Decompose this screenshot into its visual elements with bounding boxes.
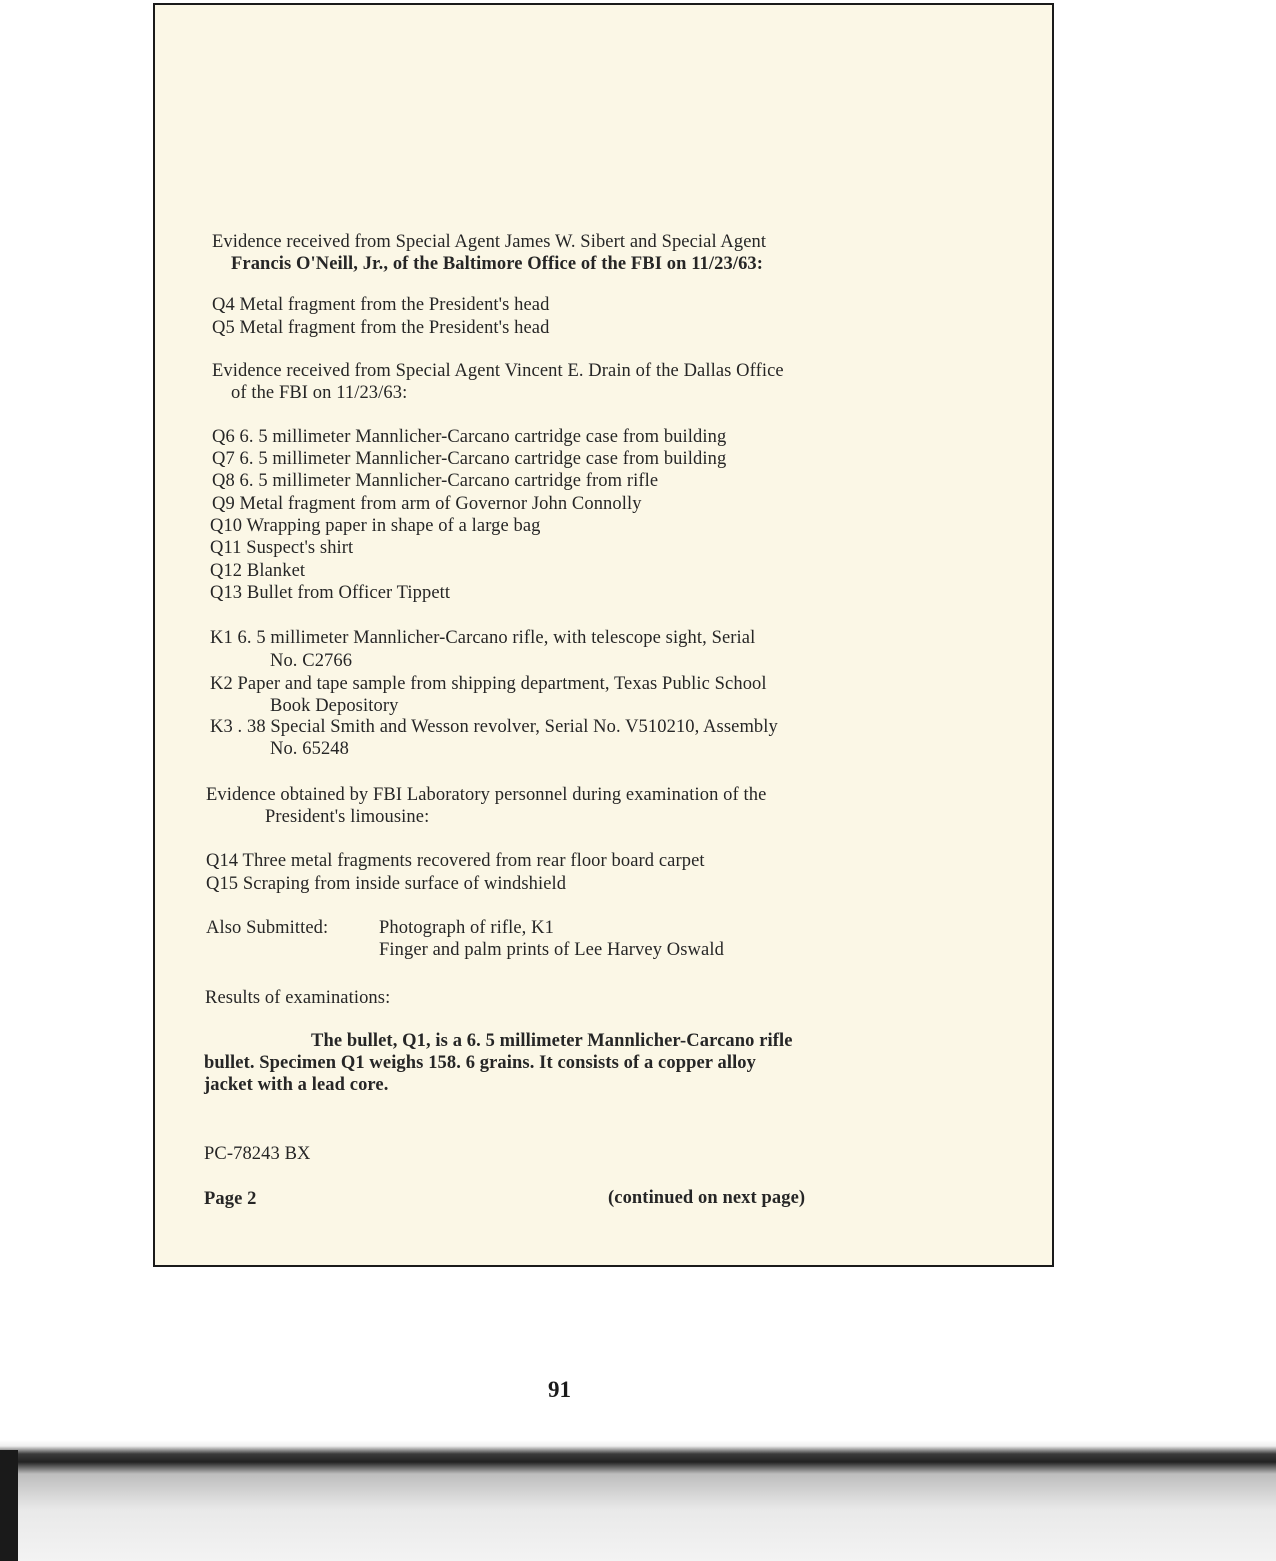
evidence-item-q5: Q5 Metal fragment from the President's head bbox=[212, 318, 550, 338]
evidence-heading-2-line-1: Evidence received from Special Agent Vincent E. Drain of the Dallas Office bbox=[212, 361, 784, 381]
book-edge-shadow-left bbox=[0, 1450, 18, 1561]
also-submitted-item-1: Photograph of rifle, K1 bbox=[379, 918, 554, 938]
continued-note: (continued on next page) bbox=[608, 1188, 806, 1208]
evidence-heading-3-line-2: President's limousine: bbox=[265, 807, 430, 827]
page-label: Page 2 bbox=[204, 1189, 257, 1209]
evidence-item-k2-line-2: Book Depository bbox=[270, 696, 399, 716]
evidence-heading-2-line-2: of the FBI on 11/23/63: bbox=[231, 383, 408, 403]
evidence-heading-1-line-1: Evidence received from Special Agent James W. Sibert and Special Agent bbox=[212, 232, 767, 252]
evidence-item-q9: Q9 Metal fragment from arm of Governor John Connolly bbox=[212, 494, 642, 514]
evidence-item-k1-line-2: No. C2766 bbox=[270, 651, 353, 671]
evidence-item-k2-line-1: K2 Paper and tape sample from shipping department, Texas Public School bbox=[210, 674, 767, 694]
evidence-item-q10: Q10 Wrapping paper in shape of a large bag bbox=[210, 516, 541, 536]
also-submitted-label: Also Submitted: bbox=[206, 918, 329, 938]
evidence-item-q11: Q11 Suspect's shirt bbox=[210, 538, 354, 558]
evidence-item-q15: Q15 Scraping from inside surface of windshield bbox=[206, 874, 567, 894]
also-submitted-item-2: Finger and palm prints of Lee Harvey Oswald bbox=[379, 940, 724, 960]
results-heading: Results of examinations: bbox=[205, 988, 391, 1008]
evidence-heading-3-line-1: Evidence obtained by FBI Laboratory personnel during examination of the bbox=[206, 785, 767, 805]
results-paragraph-line-3: jacket with a lead core. bbox=[204, 1075, 389, 1095]
evidence-item-q12: Q12 Blanket bbox=[210, 561, 306, 581]
evidence-heading-1-line-2: Francis O'Neill, Jr., of the Baltimore Office of the FBI on 11/23/63: bbox=[231, 254, 764, 274]
evidence-item-q4: Q4 Metal fragment from the President's head bbox=[212, 295, 550, 315]
evidence-item-k3-line-1: K3 . 38 Special Smith and Wesson revolver, Serial No. V510210, Assembly bbox=[210, 717, 778, 737]
evidence-item-k3-line-2: No. 65248 bbox=[270, 739, 350, 759]
evidence-item-q8: Q8 6. 5 millimeter Mannlicher-Carcano cartridge from rifle bbox=[212, 471, 659, 491]
book-edge-shadow bbox=[0, 1440, 1276, 1561]
results-paragraph-line-2: bullet. Specimen Q1 weighs 158. 6 grains. It consists of a copper alloy bbox=[204, 1053, 757, 1073]
evidence-item-q14: Q14 Three metal fragments recovered from rear floor board carpet bbox=[206, 851, 705, 871]
file-reference: PC-78243 BX bbox=[204, 1144, 311, 1164]
evidence-item-q6: Q6 6. 5 millimeter Mannlicher-Carcano cartridge case from building bbox=[212, 427, 727, 447]
evidence-item-q13: Q13 Bullet from Officer Tippett bbox=[210, 583, 451, 603]
results-paragraph-line-1: The bullet, Q1, is a 6. 5 millimeter Mannlicher-Carcano rifle bbox=[311, 1031, 793, 1051]
evidence-item-k1-line-1: K1 6. 5 millimeter Mannlicher-Carcano rifle, with telescope sight, Serial bbox=[210, 628, 756, 648]
page-number: 91 bbox=[548, 1377, 571, 1402]
evidence-item-q7: Q7 6. 5 millimeter Mannlicher-Carcano cartridge case from building bbox=[212, 449, 727, 469]
